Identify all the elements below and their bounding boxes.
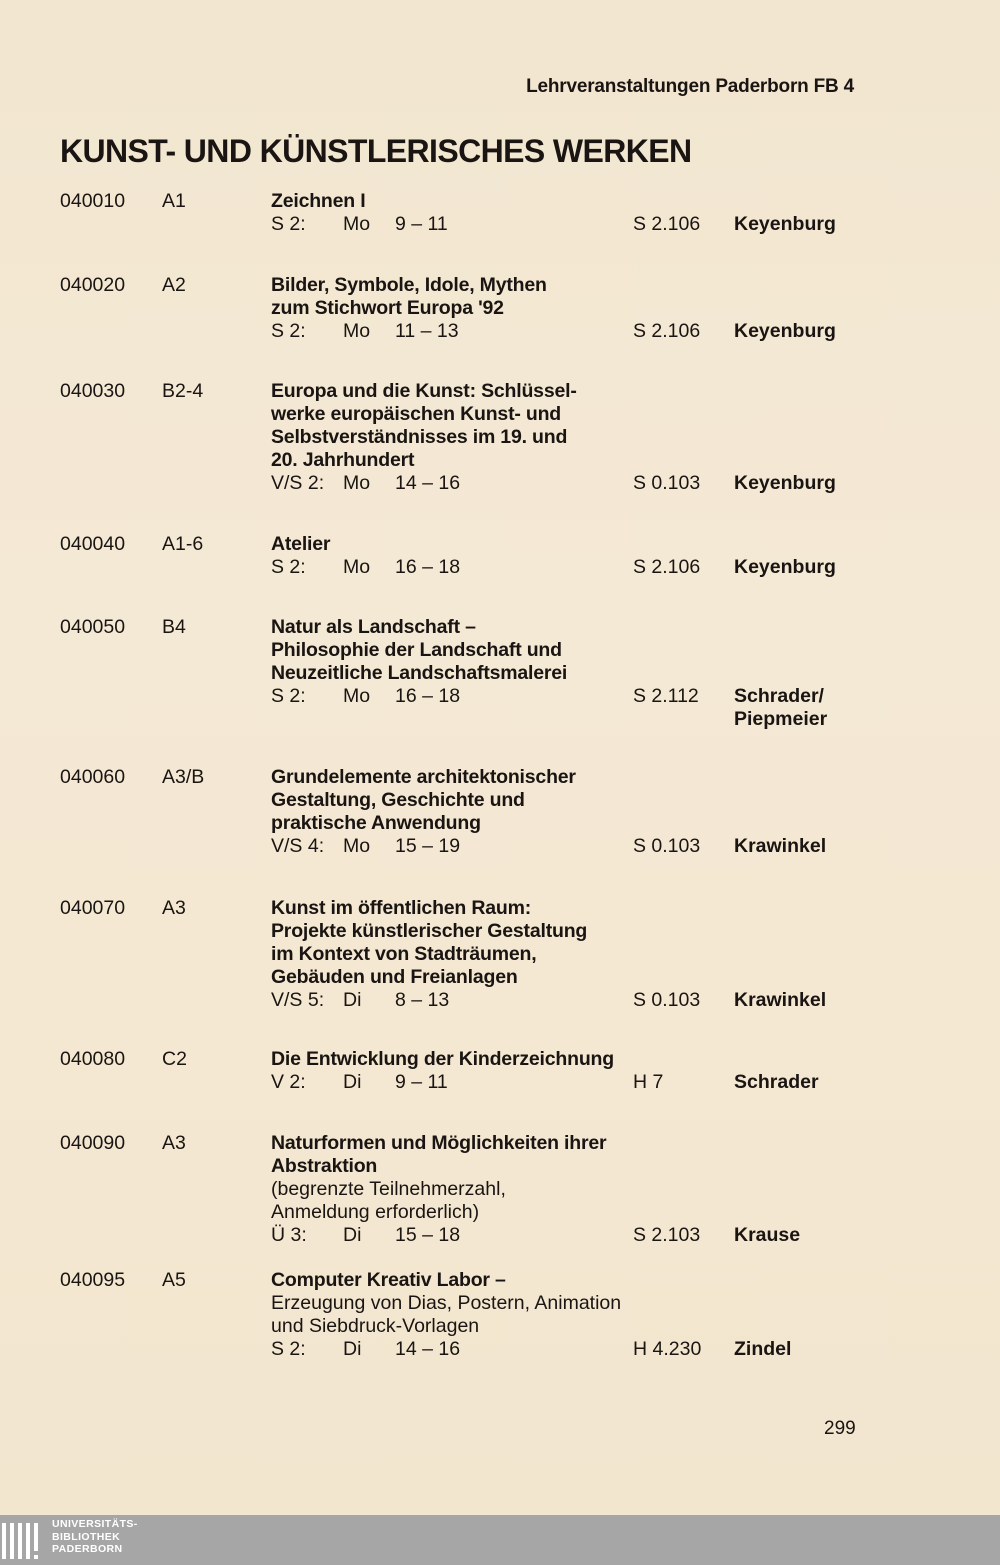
course-description-line: (begrenzte Teilnehmerzahl, [271, 1178, 506, 1200]
section-title: KUNST- UND KÜNSTLERISCHES WERKEN [60, 133, 692, 169]
course-day: Mo [343, 556, 371, 578]
course-teacher-line: Krawinkel [734, 989, 827, 1011]
course-teacher-line: Keyenburg [734, 556, 836, 578]
course-day: Di [343, 1224, 362, 1246]
course-content [271, 1132, 871, 1247]
library-name [52, 1518, 138, 1556]
course-day: Mo [343, 835, 371, 857]
library-name-line: UNIVERSITÄTS- [52, 1518, 138, 1530]
course-room: S 2.112 [633, 685, 699, 707]
course-type: S 2: [271, 320, 306, 342]
course-day: Di [343, 1338, 362, 1360]
course-time: 16 – 18 [395, 685, 461, 707]
course-title-line: werke europäischen Kunst- und [271, 403, 562, 425]
course-area: A2 [162, 274, 186, 296]
course-content [271, 190, 871, 236]
course-content [271, 1048, 871, 1094]
course-number: 040060 [60, 766, 126, 788]
library-footer-bar [0, 1515, 1000, 1565]
course-schedule [271, 685, 871, 730]
course-type: S 2: [271, 213, 306, 235]
course-area: C2 [162, 1048, 187, 1070]
course-type: S 2: [271, 1338, 306, 1360]
course-teacher [734, 1071, 884, 1094]
course-area: B4 [162, 616, 186, 638]
course-teacher-line: Krause [734, 1224, 801, 1246]
course-area: A3/B [162, 766, 205, 788]
course-number: 040090 [60, 1132, 126, 1154]
course-day: Di [343, 1071, 362, 1093]
course-title-line: Europa und die Kunst: Schlüssel- [271, 380, 577, 402]
course-number: 040040 [60, 533, 126, 555]
course-content [271, 616, 871, 730]
course-number: 040050 [60, 616, 126, 638]
course-area: B2-4 [162, 380, 204, 402]
course-content [271, 1269, 871, 1361]
course-description-line: und Siebdruck-Vorlagen [271, 1315, 480, 1337]
course-title-line: Grundelemente architektonischer [271, 766, 576, 788]
course-number: 040070 [60, 897, 126, 919]
course-content [271, 766, 871, 858]
course-content [271, 897, 871, 1012]
course-title-line: Zeichnen I [271, 190, 366, 212]
course-title-line: praktische Anwendung [271, 812, 481, 834]
course-title-line: Die Entwicklung der Kinderzeichnung [271, 1048, 614, 1070]
course-day: Mo [343, 213, 371, 235]
course-teacher [734, 320, 884, 343]
course-room: H 4.230 [633, 1338, 702, 1360]
course-teacher [734, 213, 884, 236]
course-day: Mo [343, 320, 371, 342]
course-number: 040030 [60, 380, 126, 402]
course-number: 040010 [60, 190, 126, 212]
course-title-line: 20. Jahrhundert [271, 449, 415, 471]
course-title-line: Natur als Landschaft – [271, 616, 476, 638]
course-teacher-line: Piepmeier [734, 708, 828, 730]
course-title-line: Atelier [271, 533, 331, 555]
course-number: 040080 [60, 1048, 126, 1070]
course-title-line: Gestaltung, Geschichte und [271, 789, 525, 811]
course-teacher [734, 472, 884, 495]
course-title-line: Selbstverständnisses im 19. und [271, 426, 568, 448]
course-time: 9 – 11 [395, 213, 448, 235]
course-room: S 0.103 [633, 835, 701, 857]
course-time: 15 – 19 [395, 835, 461, 857]
course-teacher-line: Zindel [734, 1338, 792, 1360]
course-content [271, 380, 871, 495]
course-room: H 7 [633, 1071, 664, 1093]
course-room: S 2.106 [633, 213, 701, 235]
course-type: S 2: [271, 685, 306, 707]
course-area: A3 [162, 897, 186, 919]
library-name-line: PADERBORN [52, 1543, 123, 1555]
course-room: S 2.106 [633, 320, 701, 342]
course-description-line: Erzeugung von Dias, Postern, Animation [271, 1292, 622, 1314]
course-teacher [734, 685, 884, 731]
course-number: 040020 [60, 274, 126, 296]
course-schedule [271, 1224, 871, 1247]
course-title-line: Neuzeitliche Landschaftsmalerei [271, 662, 568, 684]
course-teacher [734, 556, 884, 579]
course-description-line: Anmeldung erforderlich) [271, 1201, 480, 1223]
course-title-line: Bilder, Symbole, Idole, Mythen [271, 274, 547, 296]
running-header: Lehrveranstaltungen Paderborn FB 4 [526, 76, 854, 97]
course-type: V 2: [271, 1071, 306, 1093]
course-type: Ü 3: [271, 1224, 307, 1246]
course-number: 040095 [60, 1269, 126, 1291]
course-time: 8 – 13 [395, 989, 450, 1011]
course-time: 11 – 13 [395, 320, 459, 342]
course-title-line: Computer Kreativ Labor – [271, 1269, 506, 1291]
course-type: V/S 5: [271, 989, 325, 1011]
course-teacher-line: Krawinkel [734, 835, 827, 857]
course-schedule [271, 1338, 871, 1361]
course-content [271, 274, 871, 343]
course-teacher [734, 1224, 884, 1247]
course-day: Di [343, 989, 362, 1011]
course-room: S 0.103 [633, 989, 701, 1011]
course-room: S 0.103 [633, 472, 701, 494]
course-schedule [271, 472, 871, 495]
course-area: A5 [162, 1269, 186, 1291]
course-teacher-line: Schrader [734, 1071, 819, 1093]
course-teacher-line: Keyenburg [734, 213, 836, 235]
course-area: A1-6 [162, 533, 204, 555]
course-schedule [271, 320, 871, 343]
course-type: V/S 4: [271, 835, 325, 857]
library-logo-icon [0, 1515, 48, 1565]
course-time: 9 – 11 [395, 1071, 448, 1093]
course-schedule [271, 1071, 871, 1094]
course-room: S 2.106 [633, 556, 701, 578]
course-type: S 2: [271, 556, 306, 578]
course-room: S 2.103 [633, 1224, 701, 1246]
course-area: A1 [162, 190, 186, 212]
course-title-line: Philosophie der Landschaft und [271, 639, 562, 661]
course-title-line: Gebäuden und Freianlagen [271, 966, 518, 988]
course-time: 14 – 16 [395, 472, 461, 494]
course-schedule [271, 989, 871, 1012]
course-type: V/S 2: [271, 472, 325, 494]
course-title-line: Projekte künstlerischer Gestaltung [271, 920, 588, 942]
course-time: 15 – 18 [395, 1224, 461, 1246]
course-title-line: im Kontext von Stadträumen, [271, 943, 537, 965]
course-area: A3 [162, 1132, 186, 1154]
course-schedule [271, 556, 871, 579]
course-title-line: Naturformen und Möglichkeiten ihrer [271, 1132, 607, 1154]
course-time: 14 – 16 [395, 1338, 461, 1360]
course-teacher [734, 835, 884, 858]
course-day: Mo [343, 472, 371, 494]
course-content [271, 533, 871, 579]
course-schedule [271, 835, 871, 858]
course-title-line: Kunst im öffentlichen Raum: [271, 897, 532, 919]
course-title-line: Abstraktion [271, 1155, 378, 1177]
course-teacher-line: Keyenburg [734, 320, 836, 342]
course-teacher-line: Keyenburg [734, 472, 836, 494]
course-teacher-line: Schrader/ [734, 685, 824, 707]
course-teacher [734, 989, 884, 1012]
course-teacher [734, 1338, 884, 1361]
page-number: 299 [824, 1418, 856, 1439]
course-day: Mo [343, 685, 371, 707]
course-time: 16 – 18 [395, 556, 461, 578]
library-name-line: BIBLIOTHEK [52, 1530, 121, 1543]
course-title-line: zum Stichwort Europa '92 [271, 297, 504, 319]
course-schedule [271, 213, 871, 236]
